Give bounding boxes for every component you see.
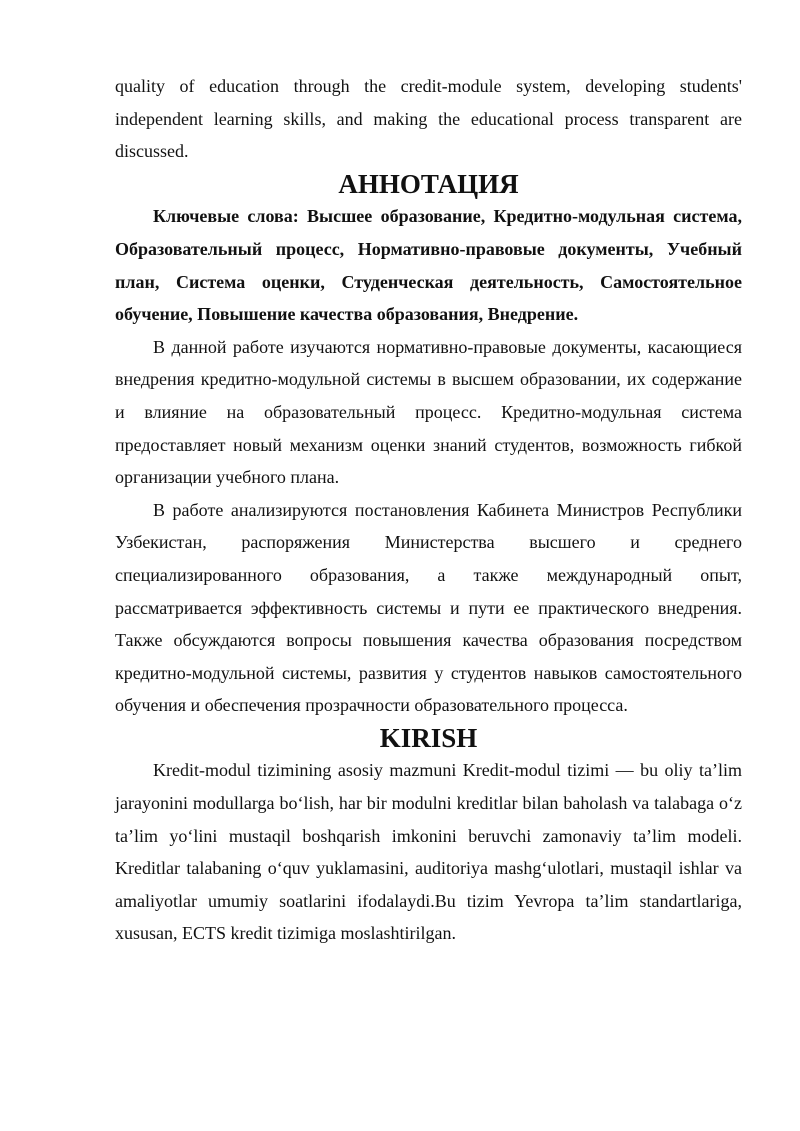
document-page [115, 70, 742, 950]
kirish-paragraph-1: Kredit-modul tizimining asosiy mazmuni Kredit-modul tizimi — bu oliy ta’lim jarayonini modullarga bo‘lish, har bir modulni kreditlar bilan baholash va talabaga o‘z ta’lim yo‘lini mustaqil boshqarish imkonini beruvchi zamonaviy ta’lim modeli. Kreditlar talabaning o‘quv yuklamasini, auditoriya mashg‘ulotlari, mustaqil ishlar va amaliyotlar umumiy soatlarini ifodalaydi.Bu tizim Yevropa ta’lim standartlariga, xususan, ECTS kredit tizimiga moslashtirilgan. [115, 760, 742, 944]
kirish-heading: KIRISH [379, 722, 478, 753]
annotation-heading: АННОТАЦИЯ [338, 168, 519, 199]
keywords-paragraph: Ключевые слова: Высшее образование, Кредитно-модульная система, Образовательный процесс, Нормативно-правовые документы, Учебный план, Система оценки, Студенческая деятельность, Самостоятельное обучение, Повышение качества образования, Внедрение. [115, 206, 742, 325]
annotation-paragraph-2: В работе анализируются постановления Кабинета Министров Республики Узбекистан, распоряжения Министерства высшего и среднего специализированного образования, а также международный опыт, рассматривается эффективность системы и пути ее практического внедрения. Также обсуждаются вопросы повышения качества образования посредством кредитно-модульной системы, развития у студентов навыков самостоятельного обучения и обеспечения прозрачности образовательного процесса. [115, 499, 742, 716]
intro-fragment-paragraph: quality of education through the credit-module system, developing students' independent learning skills, and making the educational process transparent are discussed. [115, 76, 742, 162]
annotation-paragraph-1: В данной работе изучаются нормативно-правовые документы, касающиеся внедрения кредитно-модульной системы в высшем образовании, их содержание и влияние на образовательный процесс. Кредитно-модульная система предоставляет новый механизм оценки знаний студентов, возможность гибкой организации учебного плана. [115, 336, 742, 488]
